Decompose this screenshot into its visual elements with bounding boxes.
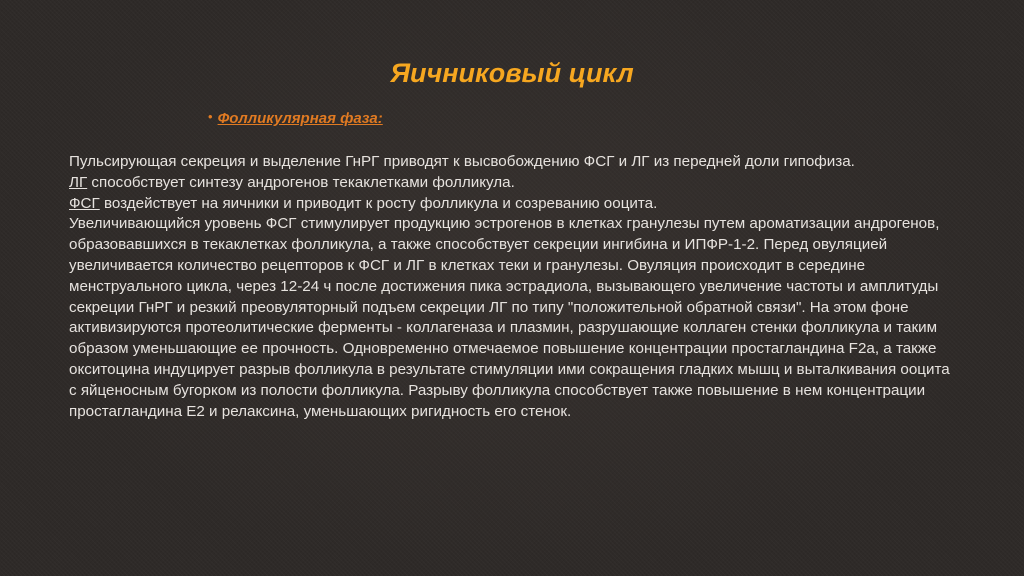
subheading-text: Фолликулярная фаза: <box>217 110 383 127</box>
slide-title: Яичниковый цикл <box>390 58 634 88</box>
paragraph-3 <box>69 194 959 215</box>
paragraph-3-text: воздействует на яичники и приводит к росту фолликула и созреванию ооцита. <box>99 194 658 212</box>
paragraph-2 <box>69 173 959 194</box>
paragraph-2-lead: ЛГ <box>69 173 88 191</box>
paragraph-1 <box>69 152 959 173</box>
paragraph-2-text: способствует синтезу андрогенов текаклетками фолликула. <box>87 173 515 191</box>
body-text <box>69 152 959 422</box>
paragraph-4-text: Увеличивающийся уровень ФСГ стимулирует продукцию эстрогенов в клетках гранулезы путем ароматизации андрогенов, образовавшихся в текаклетках фолликула, а также способствует секреции ингибина и ИПФР-1-2. Перед овуляцией увеличивается количество рецепторов к ФСГ и ЛГ в клетках теки и гранулезы. Овуляция происходит в середине менструального цикла, через 12-24 ч после достижения пика эстрадиола, вызывающего увеличение частоты и амплитуды секреции ГнРГ и резкий преовуляторный подъем секреции ЛГ по типу "положительной обратной связи". На этом фоне активизируются протеолитические ферменты - коллагеназа и плазмин, разрушающие коллаген стенки фолликула и таким образом уменьшающие ее прочность. Одновременно отмечаемое повышение концентрации простагландина F2a, а также окситоцина индуцирует разрыв фолликула в результате стимуляции ими сокращения гладких мышц и выталкивания ооцита с яйценосным бугорком из полости фолликула. Разрыву фолликула способствует также повышение в нем концентрации простагландина Е2 и релаксина, уменьшающих ригидность его стенок. <box>69 215 950 420</box>
paragraph-1-text: Пульсирующая секреция и выделение ГнРГ приводят к высвобождению ФСГ и ЛГ из передней доли гипофиза. <box>69 153 855 170</box>
paragraph-3-lead: ФСГ <box>69 194 100 212</box>
subheading <box>208 110 383 127</box>
paragraph-4 <box>69 214 959 422</box>
bullet-icon: • <box>208 109 213 124</box>
